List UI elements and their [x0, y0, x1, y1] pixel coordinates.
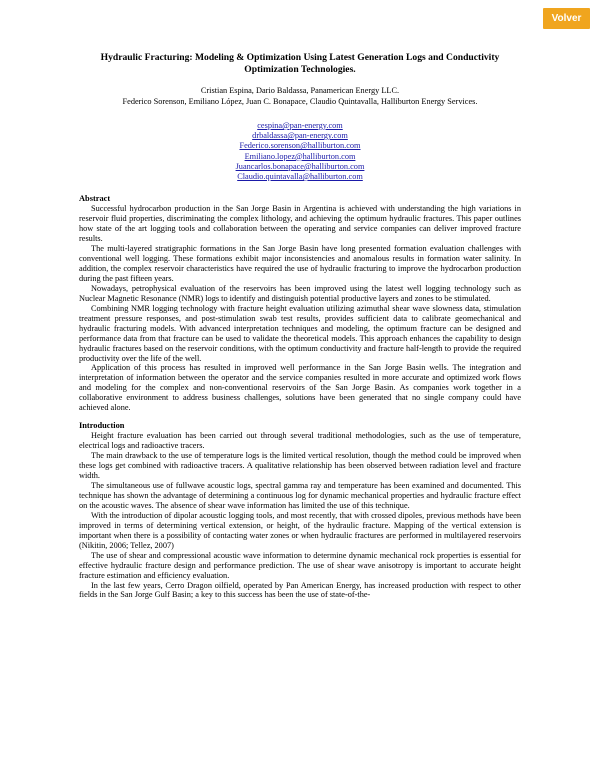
abstract-paragraph: Nowadays, petrophysical evaluation of the reservoirs has been improved using the latest well logging technology such as Nuclear Magnetic Resonance (NMR) logs to identify and distinguish potential productive layers and zones to be stimulated. — [79, 283, 521, 303]
paper-title: Hydraulic Fracturing: Modeling & Optimization Using Latest Generation Logs and Conductivity Optimization Technologies. — [100, 52, 500, 75]
abstract-paragraph: Successful hydrocarbon production in the San Jorge Basin in Argentina is achieved with understanding the high variations in reservoir fluid properties, discriminating the complex lithology, and achieving the optimum hydraulic fractures. This paper outlines how state of the art logging tools and collaboration between the operating and service companies can deliver improved fracture results. — [79, 204, 521, 244]
author-line-1: Cristian Espina, Dario Baldassa, Panamerican Energy LLC. — [200, 86, 400, 95]
introduction-paragraph: The main drawback to the use of temperature logs is the limited vertical resolution, though the method could be improved when these logs get combined with radioactive tracers. A qualitative relationship has been observed between radiation level and fracture width. — [79, 451, 521, 481]
introduction-paragraph: With the introduction of dipolar acoustic logging tools, and most recently, that with crossed dipoles, previous methods have been improved in terms of determining vertical extension, or height, of the hydraulic fracture. Mapping of the vertical extension is important when there is a possibility of contacting water zones or when hydraulic fractures are performed in multilayered reservoirs (Nikitin, 2006; Tellez, 2007) — [79, 510, 521, 550]
email-link[interactable]: Emiliano.lopez@halliburton.com — [244, 151, 356, 161]
author-line-2: Federico Sorenson, Emiliano López, Juan C. Bonapace, Claudio Quintavalla, Halliburton Energy Services. — [122, 96, 478, 106]
abstract-paragraph: Combining NMR logging technology with fracture height evaluation utilizing azimuthal shear wave slowness data, stimulation treatment pressure responses, and post-stimulation swab test results, provides sufficient data to calibrate geomechanical and hydraulic fracturing models. With advanced interpretation techniques and modeling, the optimum fracture can be designed and performance data from that fracture can be used to validate the theoretical models. This approach enhances the capability to design hydraulic fractures based on the reservoir conditions, with the optimum conductivity and fracture half-length to provide the required productivity over the life of the well. — [79, 303, 521, 363]
abstract-paragraph: Application of this process has resulted in improved well performance in the San Jorge Basin wells. The integration and interpretation of information between the operator and the service companies resulted in more accurate and optimized work flows and modeling for the complex and non-conventional reservoirs of the San Jorge Basin. As companies work together in a collaborative environment to address business challenges, solutions have been generated that no single company could have achieved alone. — [79, 363, 521, 413]
abstract-heading: Abstract — [79, 194, 111, 204]
paper-page — [79, 52, 521, 600]
email-link[interactable]: Claudio.quintavalla@halliburton.com — [237, 172, 363, 182]
email-list — [79, 121, 521, 182]
email-link[interactable]: Federico.sorenson@halliburton.com — [239, 141, 361, 151]
email-link[interactable]: cespina@pan-energy.com — [257, 121, 343, 130]
email-link[interactable]: Juancarlos.bonapace@halliburton.com — [235, 161, 365, 171]
introduction-paragraph: The simultaneous use of fullwave acoustic logs, spectral gamma ray and temperature has been examined and documented. This technique has shown the advantage of determining a continuous log for dynamic mechanical properties and hydraulic fracture effect on the acoustic waves. The absence of shear wave information has limited the use of this technique. — [79, 481, 521, 510]
author-block — [79, 86, 521, 107]
introduction-paragraph: Height fracture evaluation has been carried out through several traditional methodologies, such as the use of temperature, electrical logs and radioactive tracers. — [79, 431, 521, 451]
introduction-heading: Introduction — [79, 421, 125, 431]
abstract-paragraph: The multi-layered stratigraphic formations in the San Jorge Basin have long presented formation evaluation challenges with conventional well logging. These formations exhibit major inconsistencies and anomalous results in formation water salinity. In addition, the complex reservoir characteristics have required the use of hydraulic fracturing to improve the hydrocarbon production during the past fifteen years. — [79, 244, 521, 283]
introduction-paragraph: The use of shear and compressional acoustic wave information to determine dynamic mechanical rock properties is essential for effective hydraulic fracture design and performance prediction. The use of shear wave anisotropy is important to accurate height fracture estimation and efficiency evaluation. — [79, 550, 521, 580]
introduction-paragraph: In the last few years, Cerro Dragon oilfield, operated by Pan American Energy, has increased production with respect to other fields in the San Jorge Gulf Basin; a key to this success has been the use of state-of-the- — [79, 580, 521, 600]
volver-button[interactable]: Volver — [543, 8, 590, 29]
email-link[interactable]: drbaldassa@pan-energy.com — [252, 131, 348, 141]
